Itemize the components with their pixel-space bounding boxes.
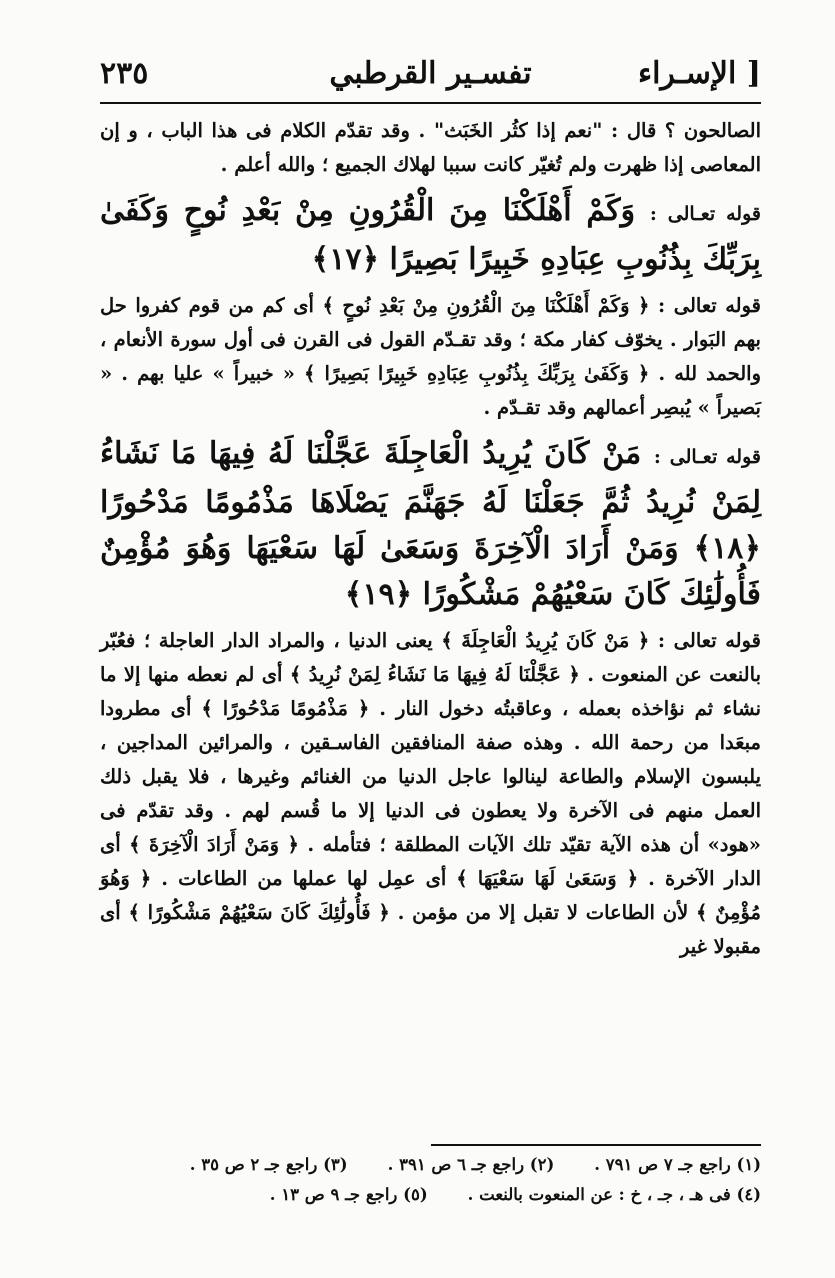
commentary-paragraph: الصالحون ؟ قال : "نعم إذا كثُر الخَبَث" . وقد تقدّم الكلام فى هذا الباب ، و إن المعاصى إذا ظهرت ولم تُغيّر كانت سببا لهلاك الجميع ؛ والله أعلم . xyxy=(100,119,761,176)
verse-lead: قوله تعـالى : xyxy=(653,446,761,468)
commentary-paragraph: قوله تعالى : ﴿ مَنْ كَانَ يُرِيدُ الْعَاجِلَةَ ﴾ يعنى الدنيا ، والمراد الدار العاجلة ؛ فعُبّر بالنعت عن المنعوت . ﴿ عَجَّلْنَا لَهُ فِيهَا مَا نَشَاءُ لِمَنْ نُرِيدُ ﴾ أى لم نعطه منها إلا ما نشاء ثم نؤاخذه بعمله ، وعاقبتُه دخول النار . ﴿ مَذْمُومًا مَدْحُورًا ﴾ أى مطرودا مبعَدا من رحمة الله . وهذه صفة المنافقين الفاسـقين ، والمرائين المداجين ، يلبسون الإسلام والطاعة لينالوا عاجل الدنيا من الغنائم وغيرها ، فلا يقبل ذلك العمل منهم فى الآخرة ولا يعطون فى الدنيا إلا ما قُسم لهم . وقد تقدّم فى «هود» أن هذه الآية تقيّد تلك الآيات المطلقة ؛ فتأمله . ﴿ وَمَنْ أَرَادَ الْآخِرَةَ ﴾ أى الدار الآخرة . ﴿ وَسَعَىٰ لَهَا سَعْيَهَا ﴾ أى عمِل لها عملها من الطاعات . ﴿ وَهُوَ مُؤْمِنٌ ﴾ لأن الطاعات لا تقبل إلا من مؤمن . ﴿ فَأُولَٰئِكَ كَانَ سَعْيُهُمْ مَشْكُورًا ﴾ أى مقبولا غير xyxy=(100,629,761,958)
page-body xyxy=(100,114,761,968)
footnote-1: (١) راجع جـ ٧ ص ٧٩١ . xyxy=(594,1155,761,1174)
verse-lead: قوله تعـالى : xyxy=(649,203,761,225)
surah-title: الإسـراء ] xyxy=(637,56,761,91)
header-divider xyxy=(100,102,761,104)
footnote-4: (٤) فى هـ ، جـ ، خ : عن المنعوت بالنعت . xyxy=(467,1185,761,1204)
quran-verse-18-19 xyxy=(100,431,761,618)
verse-text: مَنْ كَانَ يُرِيدُ الْعَاجِلَةَ عَجَّلْنَا لَهُ فِيهَا مَا نَشَاءُ لِمَنْ نُرِيدُ ثُمَّ جَعَلْنَا لَهُ جَهَنَّمَ يَصْلَاهَا مَذْمُومًا مَدْحُورًا ﴿١٨﴾ وَمَنْ أَرَادَ الْآخِرَةَ وَسَعَىٰ لَهَا سَعْيَهَا وَهُوَ مُؤْمِنٌ فَأُولَٰئِكَ كَانَ سَعْيُهُمْ مَشْكُورًا ﴿١٩﴾ xyxy=(100,436,761,612)
book-title: تفسـير القرطبي xyxy=(329,56,532,91)
footnote-divider xyxy=(431,1144,761,1146)
footnotes xyxy=(100,1150,761,1210)
page-number: ٢٣٥ xyxy=(100,56,149,91)
running-header xyxy=(100,52,761,102)
footnote-row xyxy=(100,1150,761,1180)
footnote-5: (٥) راجع جـ ٩ ص ١٣ . xyxy=(269,1185,428,1204)
quran-verse-17 xyxy=(100,188,761,283)
footnote-3: (٣) راجع جـ ٢ ص ٣٥ . xyxy=(189,1155,348,1174)
commentary-paragraph: قوله تعالى : ﴿ وَكَمْ أَهْلَكْنَا مِنَ الْقُرُونِ مِنْ بَعْدِ نُوحٍ ﴾ أى كم من قوم كفروا حل بهم البَوار . يخوّف كفار مكة ؛ وقد تقـدّم القول فى القرن فى أول سورة الأنعام ، والحمد لله . ﴿ وَكَفَىٰ بِرَبِّكَ بِذُنُوبِ عِبَادِهِ خَبِيرًا بَصِيرًا ﴾ « خبيراً » عليا بهم . « بَصيراً » يُبصِر أعمالهم وقد تقـدّم . xyxy=(100,294,761,419)
footnote-row xyxy=(100,1180,761,1210)
verse-text: وَكَمْ أَهْلَكْنَا مِنَ الْقُرُونِ مِنْ بَعْدِ نُوحٍ وَكَفَىٰ بِرَبِّكَ بِذُنُوبِ عِبَادِهِ خَبِيرًا بَصِيرًا ﴿١٧﴾ xyxy=(100,193,761,277)
footnote-2: (٢) راجع جـ ٦ ص ٣٩١ . xyxy=(387,1155,555,1174)
